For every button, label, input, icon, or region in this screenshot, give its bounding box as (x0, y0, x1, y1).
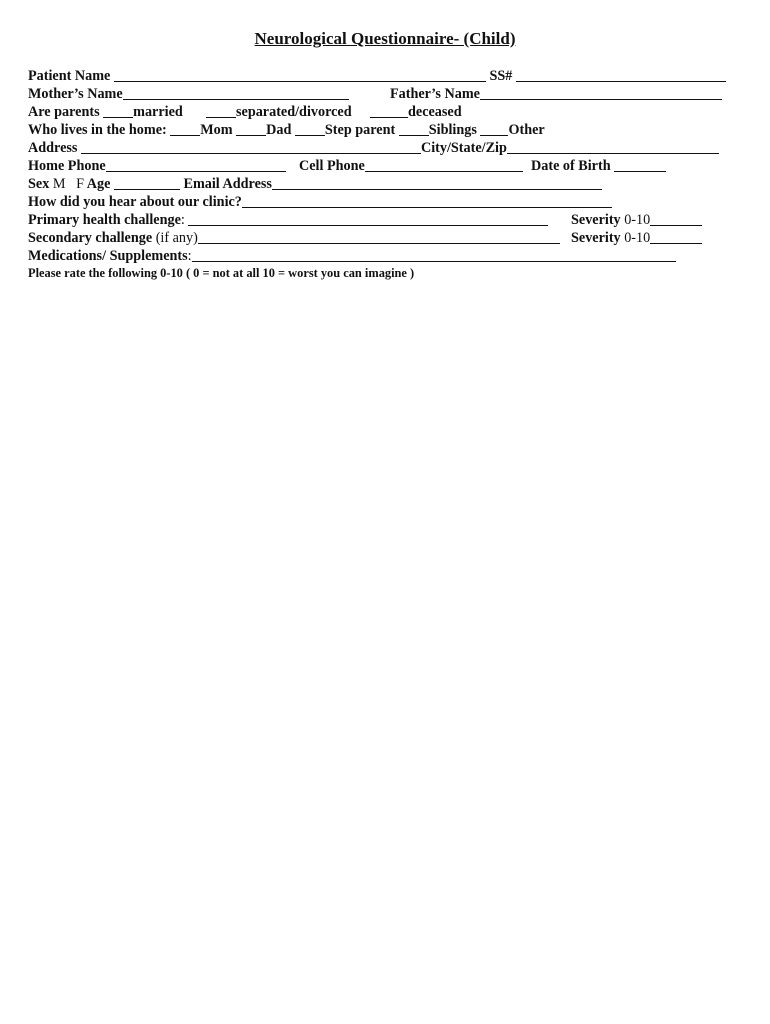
dob-field[interactable] (614, 157, 666, 172)
row-phones (28, 157, 742, 175)
row-parents-names (28, 85, 742, 103)
row-household (28, 121, 545, 139)
step-parent-checkbox[interactable] (295, 121, 325, 136)
deceased-checkbox[interactable] (370, 103, 408, 118)
address-label: Address (28, 140, 78, 156)
row-secondary-challenge (28, 229, 742, 247)
father-name-field[interactable] (480, 85, 722, 100)
mom-checkbox[interactable] (170, 121, 200, 136)
dad-checkbox[interactable] (236, 121, 266, 136)
married-checkbox[interactable] (103, 103, 133, 118)
row-parent-status (28, 103, 742, 121)
primary-challenge-colon: : (180, 212, 185, 228)
secondary-severity-range: 0-10 (624, 230, 651, 246)
secondary-severity-field[interactable] (650, 229, 702, 244)
parents-status-label: Are parents (28, 104, 100, 120)
ssn-field[interactable] (516, 67, 726, 82)
home-phone-field[interactable] (106, 157, 286, 172)
primary-challenge-label: Primary health challenge (28, 212, 181, 228)
secondary-challenge-field[interactable] (198, 229, 560, 244)
age-label: Age (86, 176, 111, 192)
cell-phone-field[interactable] (365, 157, 523, 172)
row-sex-age-email (28, 175, 602, 193)
patient-name-label: Patient Name (28, 68, 111, 84)
siblings-label: Siblings (428, 122, 477, 138)
referral-field[interactable] (242, 193, 612, 208)
city-state-zip-field[interactable] (507, 139, 719, 154)
row-medications (28, 247, 676, 265)
dob-label: Date of Birth (531, 158, 611, 174)
row-address (28, 139, 719, 157)
other-label: Other (508, 122, 545, 138)
email-label: Email Address (183, 176, 272, 192)
referral-label: How did you hear about our clinic? (28, 194, 242, 210)
primary-challenge-field[interactable] (188, 211, 548, 226)
other-checkbox[interactable] (480, 121, 508, 136)
sex-label: Sex (28, 176, 50, 192)
patient-name-field[interactable] (114, 67, 486, 82)
married-label: married (133, 104, 183, 120)
medications-field[interactable] (192, 247, 676, 262)
secondary-challenge-note: (if any) (155, 230, 198, 246)
dad-label: Dad (266, 122, 292, 138)
father-name-label: Father’s Name (390, 86, 480, 102)
form-title: Neurological Questionnaire- (Child) (254, 29, 516, 48)
ssn-label: SS# (489, 68, 513, 84)
mother-name-label: Mother’s Name (28, 86, 123, 102)
medications-label: Medications/ Supplements (28, 248, 188, 264)
row-primary-challenge (28, 211, 742, 229)
sex-options[interactable]: M F (52, 176, 84, 192)
age-field[interactable] (114, 175, 180, 190)
home-phone-label: Home Phone (28, 158, 106, 174)
row-referral (28, 193, 612, 211)
mom-label: Mom (200, 122, 233, 138)
city-state-zip-label: City/State/Zip (420, 140, 507, 156)
deceased-label: deceased (408, 104, 462, 120)
separated-label: separated/divorced (236, 104, 352, 120)
siblings-checkbox[interactable] (399, 121, 429, 136)
secondary-challenge-label: Secondary challenge (28, 230, 153, 246)
separated-checkbox[interactable] (206, 103, 236, 118)
household-label: Who lives in the home: (28, 122, 167, 138)
step-parent-label: Step parent (324, 122, 396, 138)
rating-instruction: Please rate the following 0-10 ( 0 = not at all 10 = worst you can imagine ) (28, 266, 415, 280)
cell-phone-label: Cell Phone (299, 158, 365, 174)
row-patient-name (28, 67, 726, 85)
medications-colon: : (187, 248, 192, 264)
primary-severity-range: 0-10 (624, 212, 651, 228)
primary-severity-label: Severity (571, 212, 621, 228)
secondary-severity-label: Severity (571, 230, 621, 246)
address-field[interactable] (81, 139, 421, 154)
email-field[interactable] (272, 175, 602, 190)
primary-severity-field[interactable] (650, 211, 702, 226)
mother-name-field[interactable] (123, 85, 349, 100)
